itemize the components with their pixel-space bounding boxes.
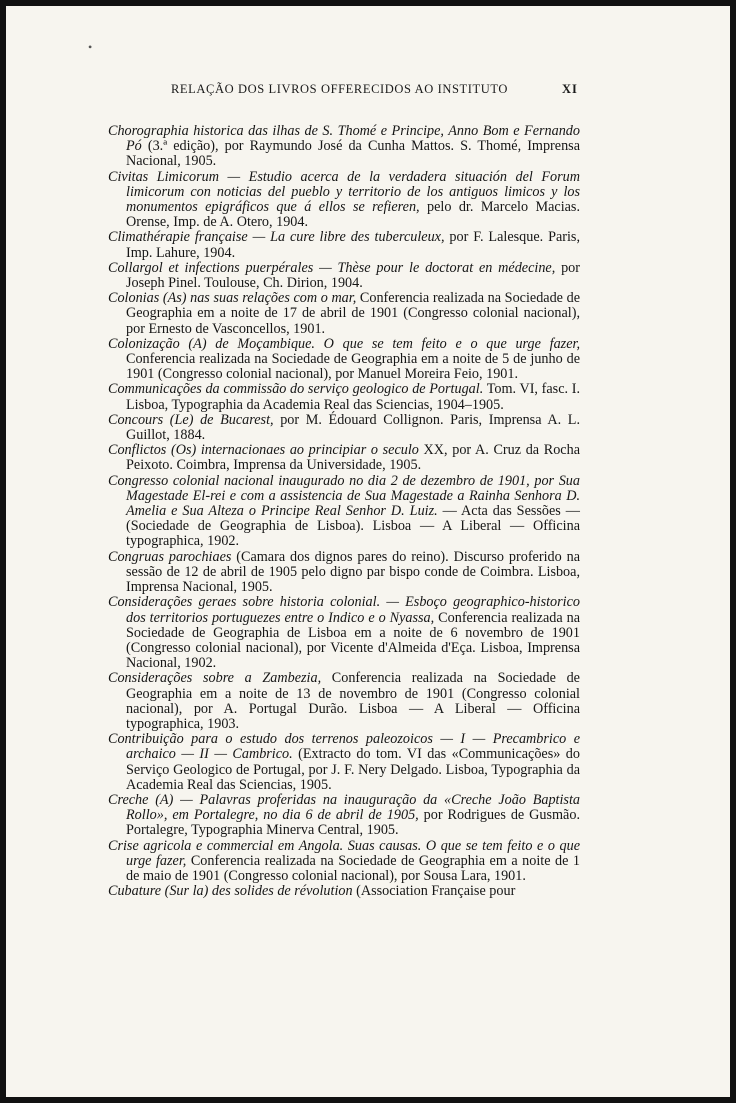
bibliography-entry: [108, 230, 580, 260]
entry-details: pelo dr. Marcelo Macias. Orense, Imp. de A. Otero, 1904.: [126, 199, 581, 231]
entry-title: Collargol et infections puerpérales — Thèse pour le doctorat en médecine,: [108, 259, 556, 276]
bibliography-entry: [108, 884, 580, 899]
entry-details: por Joseph Pinel. Toulouse, Ch. Dirion, 1904.: [126, 259, 580, 292]
bibliography-entry: [108, 474, 580, 550]
entry-title: Colonias (As) nas suas relações com o mar,: [108, 290, 357, 307]
entry-details: por Rodrigues de Gusmão. Portalegre, Typographia Minerva Central, 1905.: [126, 807, 580, 839]
entry-details: Conferencia realizada na Sociedade de Geographia em a noite de 13 de novembro de 1901 (Congresso colonial nacional), por A. Portugal Durão. Lisboa — A Liberal — Officina typographica, 1903.: [126, 670, 580, 732]
bibliography-entry: [108, 124, 580, 170]
entry-details: por F. Lalesque. Paris, Imp. Lahure, 1904.: [126, 229, 581, 261]
book-page: [6, 6, 730, 1097]
bibliography-entry: [108, 671, 580, 732]
entry-title: Creche (A) — Palavras proferidas na inauguração da «Creche João Baptista Rollo», em Portalegre, no dia 6 de abril de 1905,: [108, 791, 580, 824]
entry-title: Contribuição para o estudo dos terrenos paleozoicos — I — Precambrico e archaico — II — Cambrico.: [108, 731, 580, 763]
entry-title: Climathérapie française — La cure libre des tuberculeux,: [108, 229, 445, 246]
bibliography-entry: [108, 793, 580, 839]
bibliography-entry: [108, 170, 580, 231]
entry-title: Cubature (Sur la) des solides de révolution: [108, 883, 353, 900]
entry-title: Colonização (A) de Moçambique. O que se tem feito e o que urge fazer,: [108, 335, 580, 352]
entry-details: (Extracto do tom. VI das «Communicações» do Serviço Geologico de Portugal, por J. F. Nery Delgado. Lisboa, Typographia da Academia Real das Sciencias, 1905.: [126, 746, 580, 793]
entry-title: Chorographia historica das ilhas de S. Thomé e Principe, Anno Bom e Fernando Pó: [108, 123, 580, 155]
bibliography-entry: [108, 595, 580, 671]
bibliography-entry: [108, 413, 580, 443]
bibliography-entry: [108, 291, 580, 337]
entry-title: Conflictos (Os) internacionaes ao principiar o seculo: [108, 442, 419, 459]
bibliography-entry: [108, 443, 580, 473]
entry-title: Communicações da commissão do serviço geologico de Portugal.: [108, 381, 484, 398]
bibliography-entry: [108, 337, 580, 383]
entry-details: Conferencia realizada na Sociedade de Geographia em a noite de 5 de junho de 1901 (Congresso colonial nacional), por Manuel Moreira Feio, 1901.: [126, 351, 580, 383]
entry-title: Congruas parochiaes: [108, 548, 232, 565]
entry-title: Civitas Limicorum — Estudio acerca de la verdadera situación del Forum limicorum con noticias del pueblo y territorio de los antiguos limicos y los monumentos epigráficos que á ellos se refieren,: [108, 168, 580, 216]
running-title: RELAÇÃO DOS LIVROS OFFERECIDOS AO INSTITUTO: [171, 82, 509, 96]
entry-details: (3.ª edição), por Raymundo José da Cunha Mattos. S. Thomé, Imprensa Nacional, 1905.: [126, 138, 580, 170]
bibliography-entry: [108, 261, 580, 291]
entry-details: (Association Française pour: [352, 883, 516, 900]
entry-details: por M. Édouard Collignon. Paris, Imprensa A. L. Guillot, 1884.: [126, 411, 580, 444]
entry-details: Conferencia realizada na Sociedade de Geographia em a noite de 1 de maio de 1901 (Congresso colonial nacional), por Sousa Lara, 1901.: [126, 852, 580, 884]
entry-details: XX, por A. Cruz da Rocha Peixoto. Coimbra, Imprensa da Universidade, 1905.: [126, 442, 580, 474]
entry-details: Conferencia realizada na Sociedade de Geographia de Lisboa em a noite de 6 novembro de 1901 (Congresso colonial nacional), por Vicente d'Almeida d'Eça. Lisboa, Imprensa Nacional, 1902.: [126, 609, 580, 672]
bibliography-entry: [108, 839, 580, 885]
entry-details: (Camara dos dignos pares do reino). Discurso proferido na sessão de 12 de abril de 1905 pelo digno par bispo conde de Coimbra. Lisboa, Imprensa Nacional, 1905.: [126, 548, 580, 596]
bibliography-entry: [108, 550, 580, 596]
entry-details: Conferencia realizada na Sociedade de Geographia em a noite de 17 de abril de 1901 (Congresso colonial nacional), por Ernesto de Vasconcellos, 1901.: [126, 290, 580, 337]
bibliography-entry: [108, 732, 580, 793]
entry-details: — Acta das Sessões — (Sociedade de Geographia de Lisboa). Lisboa — A Liberal — Officina typographica, 1902.: [126, 503, 580, 550]
entry-title: Considerações sobre a Zambezia,: [108, 670, 322, 687]
page-number: XI: [562, 82, 578, 96]
bibliography-list: [108, 124, 580, 899]
bibliography-entry: [108, 382, 580, 412]
entry-title: Concours (Le) de Bucarest,: [108, 411, 274, 428]
entry-title: Congresso colonial nacional inaugurado no dia 2 de dezembro de 1901, por Sua Magestade El-rei e com a assistencia de Sua Magestade a Rainha Senhora D. Amelia e Sua Alteza o Principe Real Senhor D. Luiz.: [108, 472, 580, 520]
margin-speck: •: [88, 40, 93, 54]
entry-title: Crise agricola e commercial em Angola. Suas causas. O que se tem feito e o que urge fazer,: [108, 837, 580, 869]
entry-title: Considerações geraes sobre historia colonial. — Esboço geographico-historico dos territorios portuguezes entre o Indico e o Nyassa,: [108, 594, 580, 626]
entry-details: Tom. VI, fasc. I. Lisboa, Typographia da Academia Real das Sciencias, 1904–1905.: [126, 381, 580, 413]
